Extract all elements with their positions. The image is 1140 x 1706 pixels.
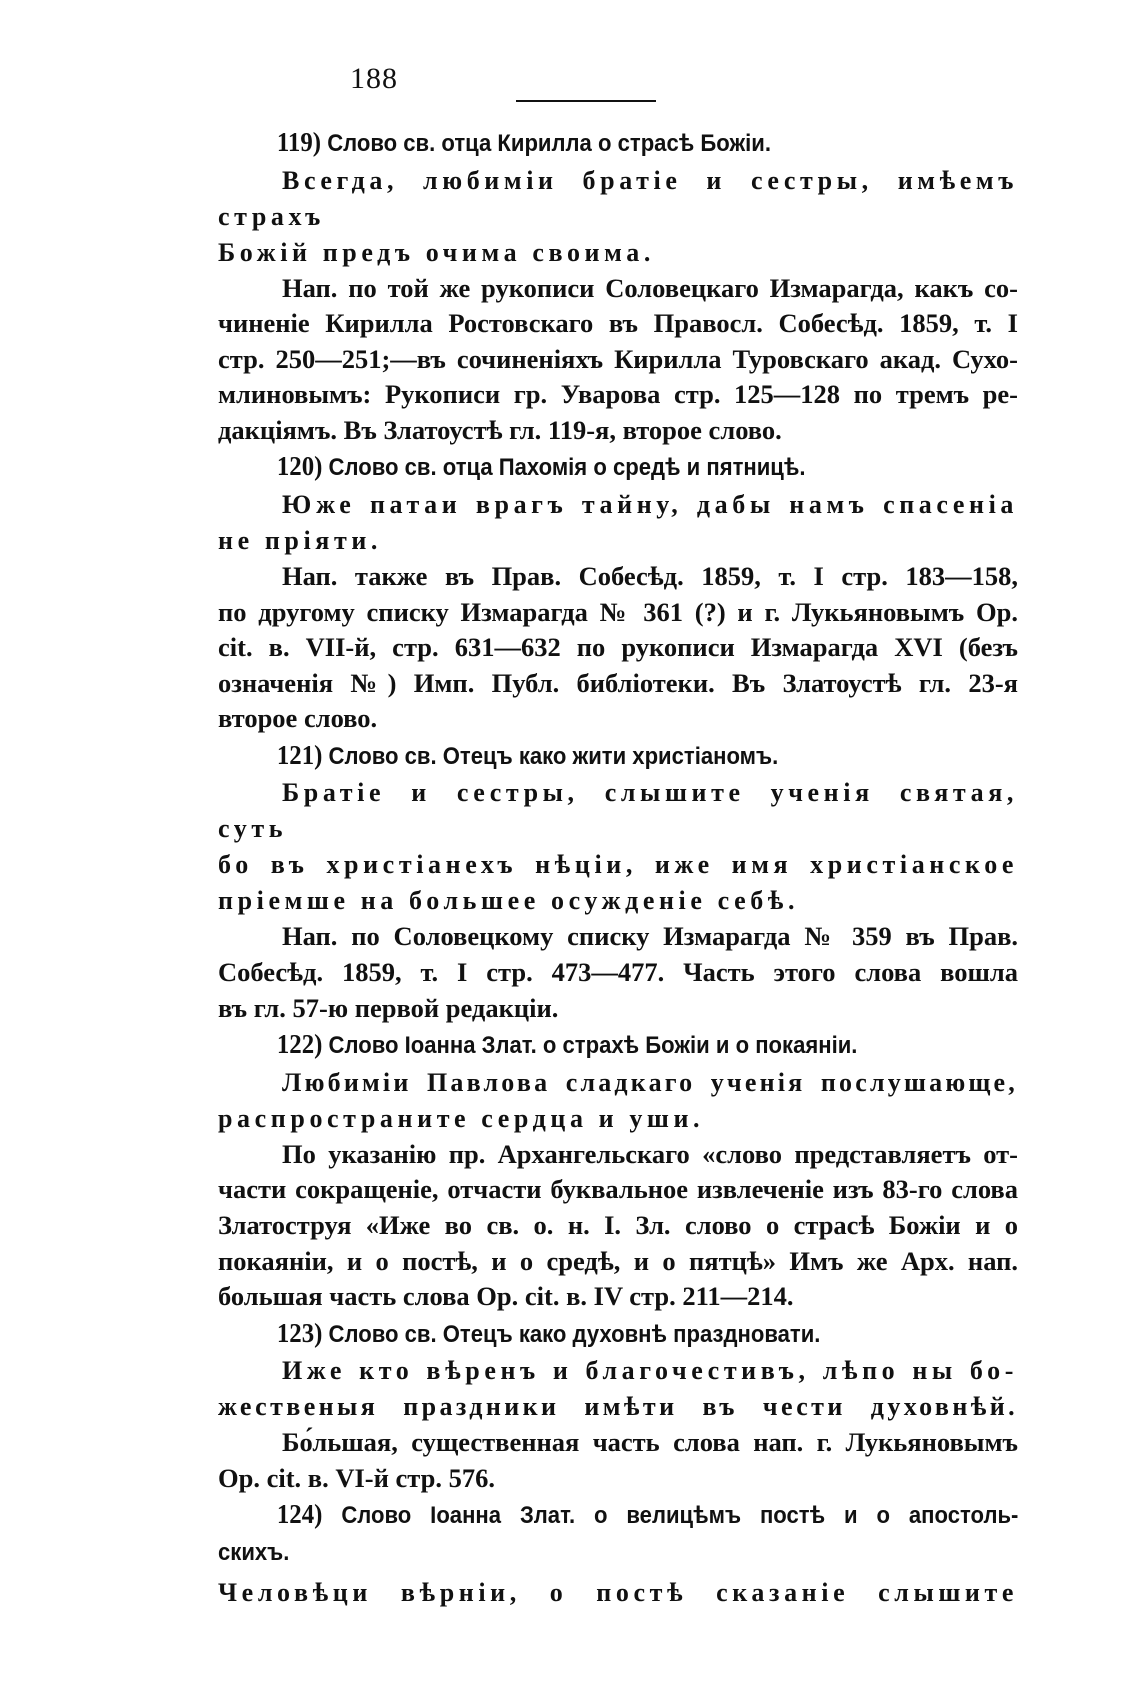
- entry-121: [218, 737, 1018, 1026]
- entry-incipit: Человѣци вѣрніи, о постѣ сказаніе слышите: [218, 1578, 1018, 1608]
- entry-122: [218, 1026, 1018, 1314]
- entry-123: [218, 1315, 1018, 1497]
- entry-heading: 121) Слово св. Отецъ како жити христіаномъ.: [276, 739, 779, 770]
- entry-incipit: Любиміи Павлова сладкаго ученія послушающе, распространите сердца и уши.: [218, 1067, 1018, 1133]
- entry-incipit: Иже кто вѣренъ и благочестивъ, лѣпо ны бо- жественыя праздники имѣти въ чести духовнѣй.: [218, 1356, 1018, 1422]
- entry-note: По указанію пр. Архангельскаго «слово представляетъ от- части сокращеніе, отчасти буквальное извлеченіе изъ 83-го слова Златоструя «Иже во св. о. н. І. Зл. слово о страсѣ Божіи и о покаяніи, и о постѣ, и о средѣ, и о пятцѣ» Имъ же Арх. нап. большая часть слова Ор. cit. в. IV стр. 211—214.: [218, 1138, 1018, 1312]
- entry-124: [218, 1496, 1018, 1611]
- page-number: 188: [350, 62, 398, 95]
- entry-incipit: Юже патаи врагъ тайну, дабы намъ спасеніа не пріяти.: [218, 489, 1018, 555]
- entry-heading: 123) Слово св. Отецъ како духовнѣ праздновати.: [276, 1317, 821, 1348]
- entry-heading: 124) Слово Іоанна Злат. о велицѣмъ постѣ и о апостоль- скихъ.: [218, 1499, 1019, 1566]
- document-page: [218, 62, 1018, 1611]
- entry-120: [218, 448, 1018, 736]
- entry-incipit: Всегда, любиміи братіе и сестры, имѣемъ страхъ Божій предъ очима своима.: [218, 165, 1018, 267]
- entry-incipit: Братіе и сестры, слышите ученія святая, суть бо въ христіанехъ нѣціи, иже имя христіанское пріемше на большее осужденіе себѣ.: [218, 778, 1018, 916]
- page-number-rule: [516, 100, 656, 102]
- entry-heading: 120) Слово св. отца Пахомія о средѣ и пятницѣ.: [276, 451, 806, 482]
- entry-note: Нап. также въ Прав. Собесѣд. 1859, т. I стр. 183—158, по другому списку Измарагда № 361 (?) и г. Лукьяновымъ Ор. cit. в. VII-й, стр. 631—632 по рукописи Измарагда XVI (безъ означенія №) Имп. Публ. библіотеки. Въ Златоустѣ гл. 23-я второе слово.: [218, 560, 1018, 734]
- entry-note: Нап. по той же рукописи Соловецкаго Измарагда, какъ со- чиненіе Кирилла Ростовскаго въ Правосл. Собесѣд. 1859, т. I стр. 250—251;—въ сочиненіяхъ Кирилла Туровскаго акад. Сухо- млиновымъ: Рукописи гр. Уварова стр. 125—128 по тремъ ре- дакціямъ. Въ Златоустѣ гл. 119-я, второе слово.: [218, 272, 1018, 445]
- entry-note: Бо́льшая, существенная часть слова нап. г. Лукьяновымъ Ор. cit. в. VI-й стр. 576.: [218, 1427, 1018, 1493]
- entry-heading: 122) Слово Іоанна Злат. о страхѣ Божіи и о покаяніи.: [276, 1029, 858, 1060]
- entry-heading: 119) Слово св. отца Кирилла о страсѣ Божіи.: [276, 127, 771, 157]
- entry-119: [218, 124, 1018, 448]
- entry-note: Нап. по Соловецкому списку Измарагда № 359 въ Прав. Собесѣд. 1859, т. I стр. 473—477. Часть этого слова вошла въ гл. 57-ю первой редакціи.: [218, 921, 1018, 1023]
